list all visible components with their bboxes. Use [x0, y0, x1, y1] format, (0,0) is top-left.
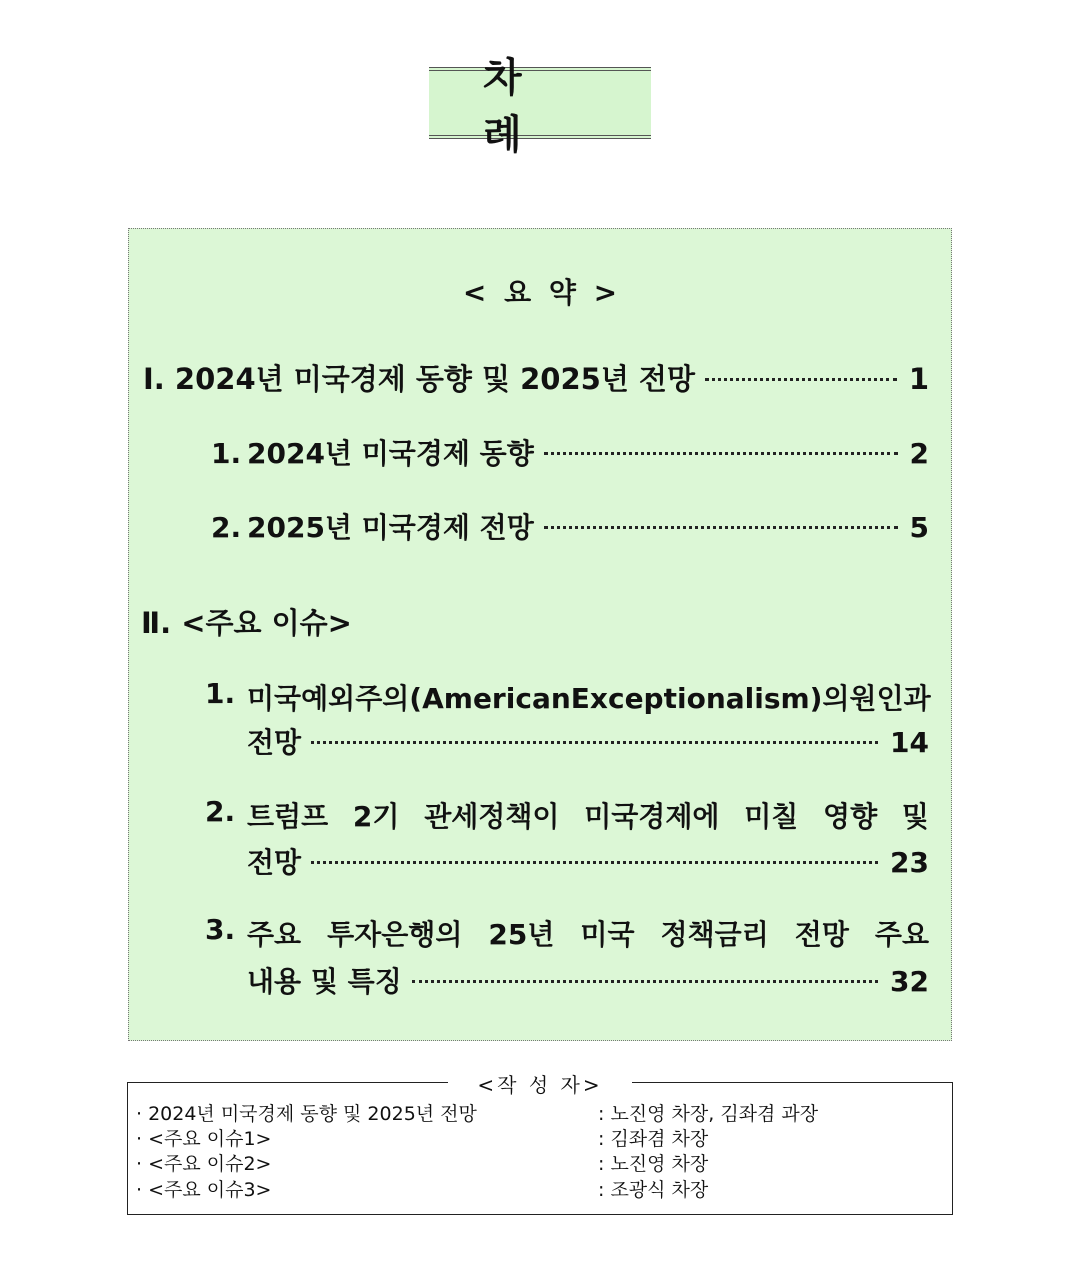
author-topic: · 2024년 미국경제 동향 및 2025년 전망 [136, 1103, 477, 1125]
author-topic: · <주요 이슈1> [136, 1128, 272, 1150]
toc-item-number: 3. [205, 913, 236, 946]
toc-item-label: 2025년 미국경제 전망 [247, 511, 534, 544]
author-row [136, 1124, 944, 1151]
dot-leader [311, 741, 878, 744]
author-row [136, 1149, 944, 1176]
toc-summary-link[interactable]: < 요 약 > [462, 276, 618, 309]
author-topic: · <주요 이슈2> [136, 1153, 272, 1175]
dot-leader [544, 526, 898, 529]
toc-item-label: 내용 및 특징 [247, 965, 402, 998]
toc-item-2-1-line2[interactable] [247, 721, 929, 761]
toc-page-number: 5 [909, 511, 929, 544]
toc-item-label: 2024년 미국경제 동향 [247, 437, 534, 470]
toc-page-number: 1 [908, 362, 929, 396]
toc-item-2-1-line1[interactable]: 미국 예외주의(American Exceptionalism)의 원인과 [247, 682, 931, 715]
toc-section-1[interactable] [143, 357, 929, 398]
authors-box [127, 1073, 953, 1215]
toc-item-number: 2. [205, 795, 236, 828]
author-names: : 노진영 차장, 김좌겸 과장 [598, 1103, 819, 1125]
toc-item-1-1[interactable] [211, 432, 929, 472]
toc-page-number: 2 [909, 437, 929, 470]
author-topic: · <주요 이슈3> [136, 1179, 272, 1201]
toc-page-number: 23 [890, 846, 929, 879]
toc-item-label: 전망 [247, 846, 302, 879]
toc-item-number: 1. [205, 677, 236, 710]
toc-item-2-3-line1[interactable]: 주요 투자은행의 25년 미국 정책금리 전망 주요 [247, 918, 929, 951]
toc-section-2[interactable] [141, 601, 352, 642]
authors-title: <작 성 자> [448, 1069, 632, 1098]
toc-item-number: 2. [211, 511, 242, 544]
dot-leader [544, 452, 898, 455]
dot-leader [705, 378, 897, 381]
dot-leader [311, 861, 878, 864]
toc-item-number: 1. [211, 437, 242, 470]
author-names: : 조광식 차장 [598, 1179, 709, 1201]
toc-page-number: 14 [890, 726, 929, 759]
toc-item-2-2-line2[interactable] [247, 841, 929, 881]
toc-item-label: 전망 [247, 726, 302, 759]
author-names: : 김좌겸 차장 [598, 1128, 709, 1150]
toc-section-2-label: Ⅱ. <주요 이슈> [141, 606, 352, 640]
toc-page-number: 32 [890, 965, 929, 998]
toc-box [128, 228, 952, 1041]
toc-item-2-3-line2[interactable] [247, 960, 929, 1000]
page-title: 차 례 [429, 67, 651, 139]
toc-item-2-2-line1[interactable]: 트럼프 2기 관세정책이 미국경제에 미칠 영향 및 [247, 800, 929, 833]
author-row [136, 1099, 944, 1126]
author-row [136, 1175, 944, 1202]
toc-section-1-label: Ⅰ. 2024년 미국경제 동향 및 2025년 전망 [143, 362, 695, 396]
author-names: : 노진영 차장 [598, 1153, 709, 1175]
dot-leader [412, 980, 878, 983]
toc-item-1-2[interactable] [211, 506, 929, 546]
